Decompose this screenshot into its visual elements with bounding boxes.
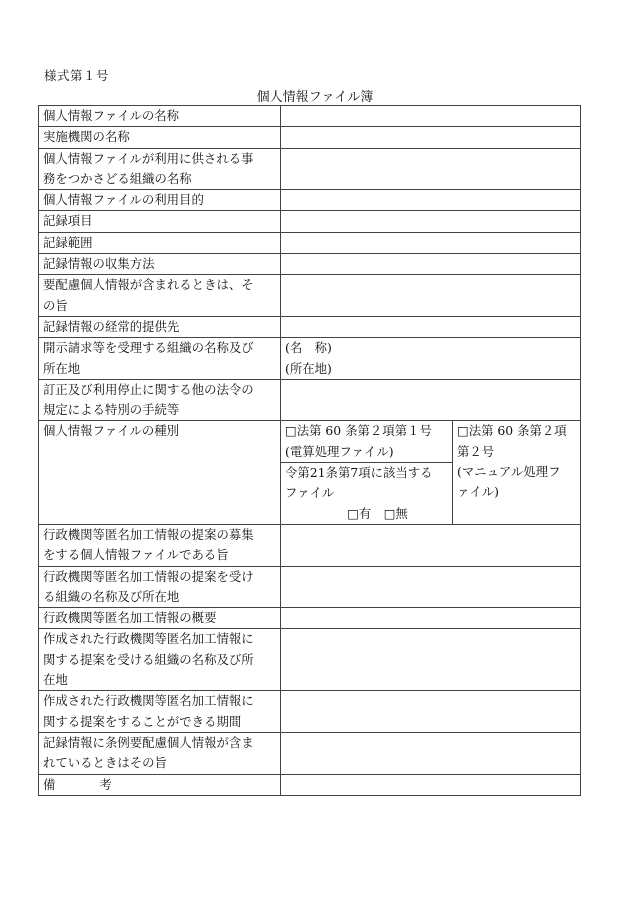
label-purpose: 個人情報ファイルの利用目的 [39,190,281,211]
disclosure-name-label: (名 称) [285,340,332,356]
label-line: 務をつかさどる組織の名称 [43,170,192,186]
remarks-char: 考 [99,776,112,792]
art21-label: 令第21条第7項に該当する [285,465,433,481]
value-record-scope[interactable] [281,232,581,253]
table-row [39,338,581,380]
value-org-in-charge[interactable] [281,148,581,190]
label-agency-name: 実施機関の名称 [39,127,281,148]
value-sensitive-info[interactable] [281,275,581,317]
table-row [39,148,581,190]
table-row [39,106,581,127]
table-row [39,127,581,148]
label-line: 行政機関等匿名加工情報の提案の募集 [43,526,254,542]
label-sensitive-info [39,275,281,317]
value-disclosure-org[interactable] [281,338,581,380]
label-line: 規定による特別の手続等 [43,402,180,418]
label-regular-recipients: 記録情報の経常的提供先 [39,316,281,337]
table-row [39,566,581,608]
label-collection-method: 記録情報の収集方法 [39,254,281,275]
label-anon-proposal-file [39,524,281,566]
label-record-items: 記録項目 [39,211,281,232]
table-row [39,421,581,463]
label-line: 記録情報に条例要配慮個人情報が含ま [43,734,254,750]
table-row [39,275,581,317]
label-line: 作成された行政機関等匿名加工情報に [43,631,254,647]
label-line: 要配慮個人情報が含まれるときは、そ [43,277,254,293]
label-line: 訂正及び利用停止に関する他の法令の [43,381,254,397]
table-row [39,732,581,774]
label-line: 関する提案を受ける組織の名称及び所 [43,651,254,667]
checkbox-art21-no[interactable]: □無 [383,505,408,521]
checkbox-type-computer: □法第 60 条第２項第１号 [285,423,432,439]
art21-label: ファイル [285,485,335,501]
label-anon-created-org [39,629,281,691]
type-manual-line: 第２号 [457,443,495,459]
label-anon-created-period [39,691,281,733]
type-computer-file[interactable] [281,421,453,463]
type-manual-file[interactable] [453,421,581,524]
value-remarks[interactable] [281,774,581,795]
label-file-type: 個人情報ファイルの種別 [39,421,281,524]
table-row [39,190,581,211]
label-anon-proposal-org [39,566,281,608]
label-line: 個人情報ファイルが利用に供される事 [43,150,254,166]
type-computer-caption: (電算処理ファイル) [285,443,394,459]
remarks-char: 備 [43,776,56,792]
label-line: 開示請求等を受理する組織の名称及び [43,340,254,356]
table-row [39,316,581,337]
form-number: 様式第１号 [44,68,110,83]
label-line: 在地 [43,672,68,688]
label-line: の旨 [43,297,68,313]
table-row [39,211,581,232]
type-manual-caption: (マニュアル処理フ [457,464,561,480]
value-purpose[interactable] [281,190,581,211]
value-ordinance-sensitive[interactable] [281,732,581,774]
document-title: 個人情報ファイル簿 [256,90,374,105]
label-special-procedure [39,379,281,421]
value-anon-created-org[interactable] [281,629,581,691]
label-line: 作成された行政機関等匿名加工情報に [43,693,254,709]
value-anon-proposal-org[interactable] [281,566,581,608]
value-collection-method[interactable] [281,254,581,275]
label-anon-overview: 行政機関等匿名加工情報の概要 [39,608,281,629]
value-anon-created-period[interactable] [281,691,581,733]
label-line: 関する提案をすることができる期間 [43,713,242,729]
table-row [39,254,581,275]
table-row [39,232,581,253]
table-row [39,774,581,795]
table-row [39,629,581,691]
label-line: れているときはその旨 [43,755,167,771]
label-line: 所在地 [43,360,81,376]
label-remarks [39,774,281,795]
label-line: をする個人情報ファイルである旨 [43,547,229,563]
value-file-name[interactable] [281,106,581,127]
label-line: 行政機関等匿名加工情報の提案を受け [43,568,254,584]
checkbox-type-manual: □法第 60 条第２項 [457,423,567,439]
personal-info-file-register-table [38,105,581,796]
art21-applicability [281,463,453,525]
value-record-items[interactable] [281,211,581,232]
type-manual-caption: ァイル) [457,484,500,500]
value-agency-name[interactable] [281,127,581,148]
value-special-procedure[interactable] [281,379,581,421]
checkbox-art21-yes[interactable]: □有 [347,505,372,521]
label-org-in-charge [39,148,281,190]
label-line: る組織の名称及び所在地 [43,588,180,604]
label-ordinance-sensitive [39,732,281,774]
table-row [39,608,581,629]
table-row [39,524,581,566]
label-file-name: 個人情報ファイルの名称 [39,106,281,127]
label-disclosure-org [39,338,281,380]
value-anon-proposal-file[interactable] [281,524,581,566]
table-row [39,691,581,733]
label-record-scope: 記録範囲 [39,232,281,253]
table-row [39,379,581,421]
disclosure-address-label: (所在地) [285,360,332,376]
value-regular-recipients[interactable] [281,316,581,337]
value-anon-overview[interactable] [281,608,581,629]
